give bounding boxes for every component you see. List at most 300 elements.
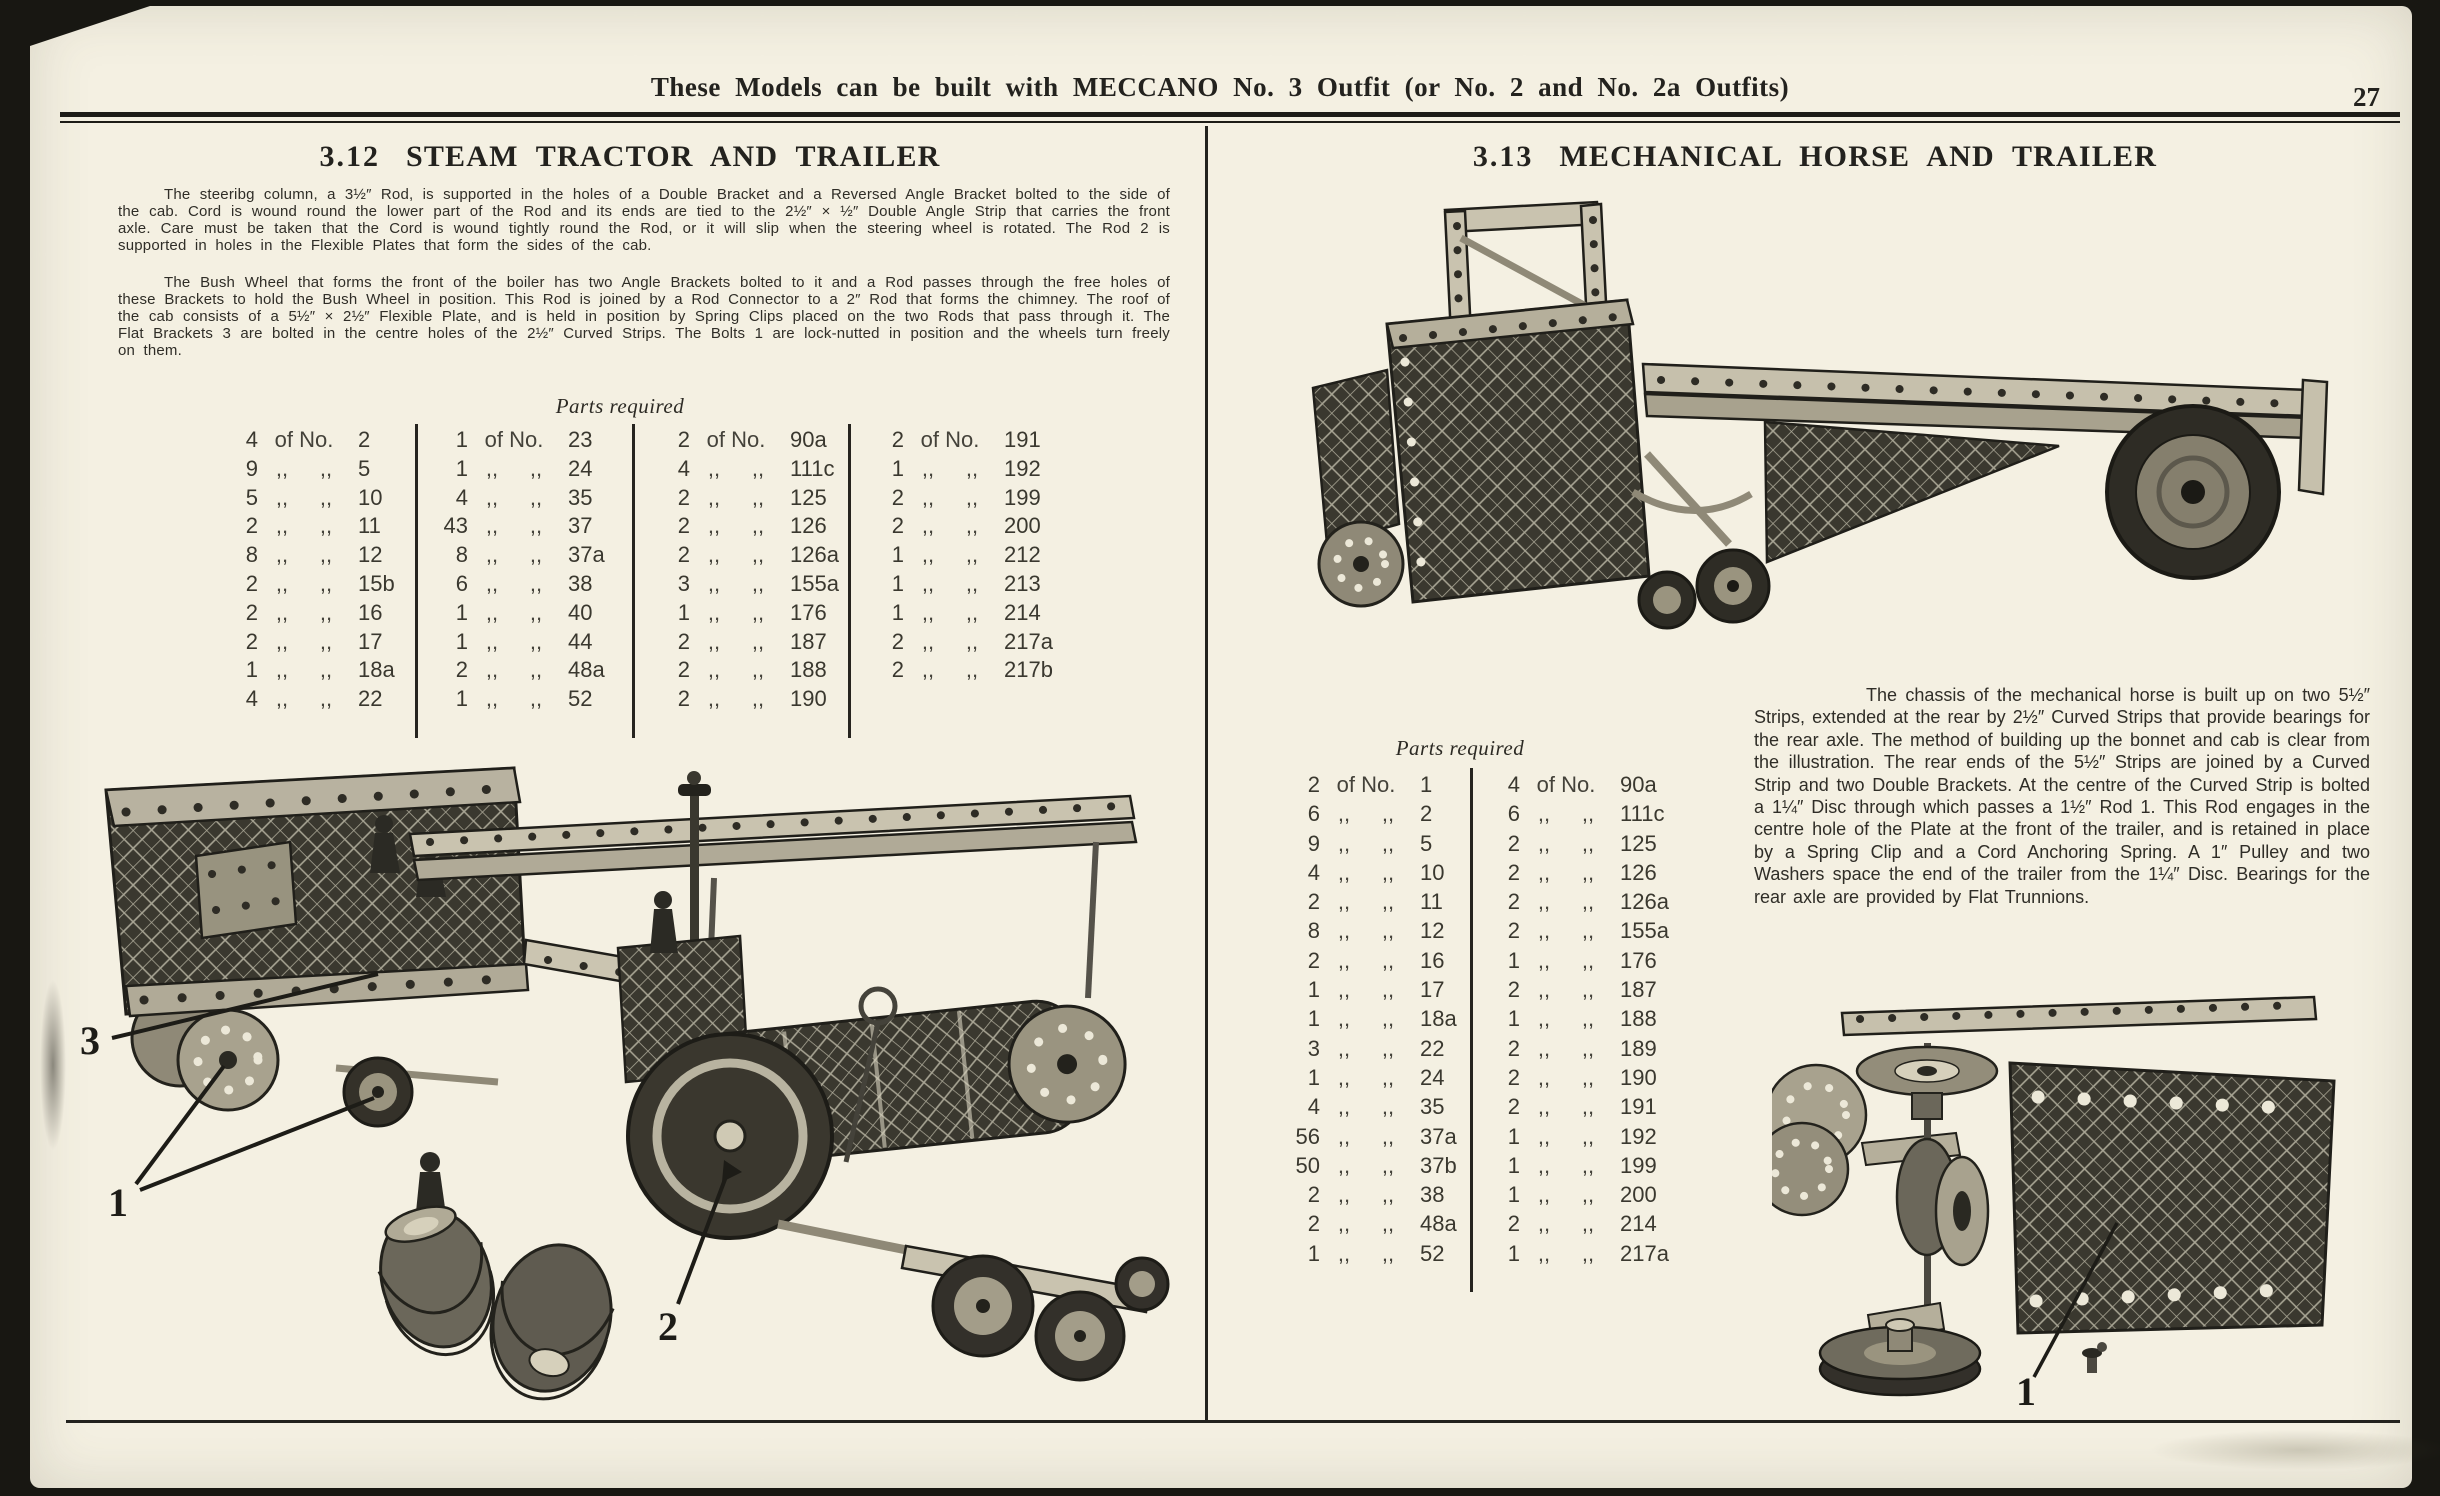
parts-required-heading: Parts required [555, 394, 685, 418]
ditto-mark: ,, [1537, 859, 1551, 885]
parts-row [1480, 1151, 1696, 1180]
ditto-mark: ,, [275, 628, 289, 654]
parts-row [864, 570, 1080, 599]
part-quantity: 1 [245, 657, 258, 683]
part-quantity: 2 [1507, 1211, 1520, 1237]
part-quantity: 6 [455, 570, 468, 596]
part-number: 44 [568, 628, 593, 654]
bolt-illustration [2082, 1342, 2107, 1373]
ditto-mark: ,, [275, 455, 289, 481]
parts-row [1480, 1063, 1696, 1092]
part-number: 213 [1004, 570, 1041, 596]
ditto-mark: ,, [751, 455, 765, 481]
part-number: 187 [1620, 977, 1657, 1003]
of-no-label: of No. [1336, 772, 1396, 797]
ditto-mark: ,, [1381, 1152, 1395, 1178]
ditto-mark: ,, [1581, 1035, 1595, 1061]
ditto-mark: ,, [1581, 889, 1595, 915]
part-quantity: 2 [891, 628, 904, 654]
part-number: 2 [358, 427, 371, 452]
parts-row [1280, 799, 1496, 828]
ditto-mark: ,, [751, 513, 765, 539]
part-quantity: 2 [1507, 859, 1520, 885]
part-number: 37b [1420, 1152, 1457, 1178]
barrels-illustration [365, 1195, 627, 1412]
ditto-mark: ,, [1337, 1094, 1351, 1120]
part-quantity: 1 [455, 427, 468, 452]
parts-row [1280, 1209, 1496, 1238]
part-quantity: 2 [891, 427, 904, 452]
parts-row [218, 656, 434, 685]
part-number: 189 [1620, 1035, 1657, 1061]
of-no-label: of No. [1536, 772, 1596, 797]
figure-label: 1 [108, 1180, 128, 1225]
ditto-mark: ,, [275, 513, 289, 539]
part-number: 191 [1004, 427, 1041, 452]
ditto-mark: ,, [1381, 977, 1395, 1003]
parts-row [650, 628, 866, 657]
paragraph: The steeribg column, a 3½″ Rod, is supported in the holes of a Double Bracket and a Reversed Angle Bracket bolted to the side of the cab. Cord is wound round the lower part of the Rod and its ends are tied to the 2½″ × ½″ Double Angle Strip that carries the front axle. Care must be taken that the Cord is wound tightly round the Rod, or it will slip when the steering wheel is rotated. The Rod 2 is supported in holes in the Flexible Plates that form the sides of the cab. [118, 186, 1170, 254]
part-number: 199 [1620, 1152, 1657, 1178]
ditto-mark: ,, [275, 484, 289, 510]
parts-row [650, 512, 866, 541]
section-name: STEAM TRACTOR AND TRAILER [405, 140, 941, 173]
parts-row [218, 484, 434, 513]
part-quantity: 1 [891, 455, 904, 481]
ditto-mark: ,, [1537, 1094, 1551, 1120]
ditto-mark: ,, [1337, 830, 1351, 856]
part-quantity: 2 [891, 513, 904, 539]
ditto-mark: ,, [529, 513, 543, 539]
of-no-label: of No. [274, 427, 334, 452]
ditto-mark: ,, [275, 542, 289, 568]
of-no-label: of No. [706, 427, 766, 452]
paragraph: The Bush Wheel that forms the front of the boiler has two Angle Brackets bolted to it and a Rod passes through the free holes of these Brackets to hold the Bush Wheel in position. This Rod is joined by a Rod Connector to a 2″ Rod that forms the chimney. The roof of the cab consists of a 5½″ × 2½″ Flexible Plate, and is held in position by Spring Clips placed on the two Rods that pass through it. The Flat Brackets 3 are bolted in the centre holes of the 2½″ Curved Strips. The Bolts 1 are lock-nutted in position and the wheels turn freely on them. [118, 274, 1170, 359]
part-number: 199 [1004, 484, 1041, 510]
parts-row [1480, 1092, 1696, 1121]
ditto-mark: ,, [1581, 1123, 1595, 1149]
column-divider [1205, 126, 1208, 1422]
ditto-mark: ,, [1537, 1211, 1551, 1237]
ditto-mark: ,, [707, 455, 721, 481]
part-number: 176 [790, 599, 827, 625]
parts-row [650, 484, 866, 513]
part-quantity: 2 [677, 427, 690, 452]
part-quantity: 1 [1307, 1064, 1320, 1090]
parts-required-heading: Parts required [1395, 736, 1525, 760]
ditto-mark: ,, [965, 455, 979, 481]
ditto-mark: ,, [707, 542, 721, 568]
part-quantity: 8 [245, 542, 258, 568]
part-number: 126a [1620, 889, 1669, 915]
part-number: 15b [358, 570, 395, 596]
parts-row [218, 628, 434, 657]
ditto-mark: ,, [1537, 1006, 1551, 1032]
ditto-mark: ,, [751, 570, 765, 596]
part-quantity: 2 [455, 657, 468, 683]
parts-column [428, 426, 644, 714]
ditto-mark: ,, [529, 599, 543, 625]
part-quantity: 9 [245, 455, 258, 481]
ditto-mark: ,, [1537, 1035, 1551, 1061]
part-number: 38 [1420, 1182, 1445, 1208]
ditto-mark: ,, [485, 570, 499, 596]
part-number: 12 [358, 542, 383, 568]
part-number: 23 [568, 427, 593, 452]
ditto-mark: ,, [1337, 1006, 1351, 1032]
ditto-mark: ,, [1581, 1152, 1595, 1178]
parts-row [1280, 916, 1496, 945]
part-quantity: 2 [1507, 1094, 1520, 1120]
part-number: 1 [1420, 772, 1433, 797]
flatbed-illustration [1633, 364, 2327, 628]
part-number: 188 [1620, 1006, 1657, 1032]
part-quantity: 1 [1307, 1006, 1320, 1032]
parts-row [1280, 829, 1496, 858]
part-quantity: 4 [677, 455, 690, 481]
ditto-mark: ,, [921, 484, 935, 510]
ditto-mark: ,, [965, 570, 979, 596]
steam-tractor-figure [78, 738, 1193, 1423]
ditto-mark: ,, [485, 657, 499, 683]
ditto-mark: ,, [1337, 977, 1351, 1003]
ditto-mark: ,, [965, 542, 979, 568]
parts-row [1480, 1004, 1696, 1033]
ditto-mark: ,, [1581, 1094, 1595, 1120]
parts-row [1480, 829, 1696, 858]
ditto-mark: ,, [707, 513, 721, 539]
parts-row [864, 599, 1080, 628]
ditto-mark: ,, [485, 542, 499, 568]
ditto-mark: ,, [319, 542, 333, 568]
parts-row [428, 455, 644, 484]
ditto-mark: ,, [1581, 1182, 1595, 1208]
ditto-mark: ,, [1537, 918, 1551, 944]
ditto-mark: ,, [707, 628, 721, 654]
part-quantity: 2 [677, 628, 690, 654]
parts-row [1280, 975, 1496, 1004]
ditto-mark: ,, [1337, 1123, 1351, 1149]
ditto-mark: ,, [275, 686, 289, 712]
ditto-mark: ,, [1537, 1182, 1551, 1208]
part-quantity: 2 [677, 686, 690, 712]
part-quantity: 2 [1507, 977, 1520, 1003]
parts-row [1480, 1180, 1696, 1209]
part-quantity: 1 [1507, 1182, 1520, 1208]
part-quantity: 3 [1307, 1035, 1320, 1061]
parts-row [650, 455, 866, 484]
parts-row [1280, 1180, 1496, 1209]
part-number: 125 [1620, 830, 1657, 856]
of-no-label: of No. [484, 427, 544, 452]
part-number: 217a [1620, 1240, 1669, 1266]
part-number: 12 [1420, 918, 1445, 944]
part-quantity: 2 [1507, 889, 1520, 915]
parts-row [1280, 1239, 1496, 1268]
parts-row [428, 512, 644, 541]
ditto-mark: ,, [1581, 830, 1595, 856]
part-number: 22 [358, 686, 383, 712]
ditto-mark: ,, [921, 570, 935, 596]
ditto-mark: ,, [529, 484, 543, 510]
part-number: 192 [1004, 455, 1041, 481]
table-separator [415, 424, 418, 738]
ditto-mark: ,, [965, 599, 979, 625]
part-quantity: 3 [677, 570, 690, 596]
part-quantity: 1 [455, 686, 468, 712]
parts-row [218, 599, 434, 628]
ditto-mark: ,, [707, 484, 721, 510]
part-quantity: 1 [1507, 947, 1520, 973]
cab-illustration [1313, 202, 1649, 606]
figure-label: 2 [658, 1304, 678, 1349]
part-quantity: 56 [1295, 1123, 1320, 1149]
ditto-mark: ,, [707, 599, 721, 625]
parts-row [218, 426, 434, 455]
ditto-mark: ,, [965, 657, 979, 683]
part-quantity: 8 [1307, 918, 1320, 944]
parts-row [650, 570, 866, 599]
ditto-mark: ,, [751, 657, 765, 683]
part-number: 48a [1420, 1211, 1457, 1237]
parts-row [218, 685, 434, 714]
section-number: 3.13 [1472, 140, 1534, 173]
part-number: 18a [358, 657, 395, 683]
table-separator [632, 424, 635, 738]
part-quantity: 1 [455, 628, 468, 654]
ditto-mark: ,, [529, 455, 543, 481]
ditto-mark: ,, [319, 628, 333, 654]
part-quantity: 4 [1307, 1094, 1320, 1120]
parts-row [1480, 1209, 1696, 1238]
part-quantity: 4 [1507, 772, 1520, 797]
ditto-mark: ,, [1581, 918, 1595, 944]
parts-row [1280, 1004, 1496, 1033]
part-number: 5 [358, 455, 371, 481]
parts-row [428, 484, 644, 513]
part-number: 212 [1004, 542, 1041, 568]
ditto-mark: ,, [1381, 801, 1395, 827]
parts-row [1280, 887, 1496, 916]
part-number: 155a [1620, 918, 1669, 944]
parts-row [1480, 946, 1696, 975]
part-number: 18a [1420, 1006, 1457, 1032]
parts-row [1280, 1122, 1496, 1151]
page-header: These Models can be built with MECCANO No. 3 Outfit (or No. 2 and No. 2a Outfits) [650, 72, 1790, 102]
ditto-mark: ,, [529, 686, 543, 712]
section-title-3-12 [70, 140, 1190, 174]
ditto-mark: ,, [1581, 1211, 1595, 1237]
header-rule-thick [60, 112, 2400, 117]
part-number: 16 [358, 599, 383, 625]
part-quantity: 9 [1307, 830, 1320, 856]
ditto-mark: ,, [529, 570, 543, 596]
parts-row [428, 599, 644, 628]
ditto-mark: ,, [1381, 1182, 1395, 1208]
parts-row [1480, 1239, 1696, 1268]
paragraph: The chassis of the mechanical horse is built up on two 5½″ Strips, extended at the rear by 2½″ Curved Strips that provide bearings for the rear axle. The method of building up the bonnet and cab is clear from the illustration. The rear ends of the 5½″ Strips are joined by a Curved Strip and two Double Brackets. At the centre of the Curved Strip is bolted a 1¼″ Disc through which passes a 1½″ Rod 1. This Rod engages in the centre hole of the Plate at the front of the trailer, and is retained in place by a Spring Clip and a Cord Anchoring Spring. A 1″ Pulley and two Washers space the end of the trailer from the 1¼″ Disc. Bearings for the rear axle are provided by Flat Trunnions. [1754, 685, 2370, 907]
ditto-mark: ,, [1381, 1240, 1395, 1266]
part-quantity: 6 [1307, 801, 1320, 827]
ditto-mark: ,, [921, 455, 935, 481]
ditto-mark: ,, [1381, 1211, 1395, 1237]
ditto-mark: ,, [275, 657, 289, 683]
ditto-mark: ,, [275, 570, 289, 596]
parts-column [650, 426, 866, 714]
part-number: 200 [1004, 513, 1041, 539]
section-name: MECHANICAL HORSE AND TRAILER [1559, 140, 2158, 173]
ditto-mark: ,, [707, 570, 721, 596]
parts-row [650, 426, 866, 455]
ditto-mark: ,, [1337, 1240, 1351, 1266]
ditto-mark: ,, [1581, 1064, 1595, 1090]
part-number: 35 [1420, 1094, 1445, 1120]
part-number: 11 [1420, 889, 1443, 915]
parts-row [864, 541, 1080, 570]
ditto-mark: ,, [1381, 1006, 1395, 1032]
ditto-mark: ,, [1381, 889, 1395, 915]
parts-row [864, 484, 1080, 513]
parts-row [1280, 770, 1496, 799]
ditto-mark: ,, [1581, 947, 1595, 973]
part-quantity: 1 [891, 570, 904, 596]
part-quantity: 2 [1507, 1064, 1520, 1090]
ditto-mark: ,, [485, 628, 499, 654]
ditto-mark: ,, [1337, 801, 1351, 827]
parts-row [1280, 1151, 1496, 1180]
ditto-mark: ,, [965, 628, 979, 654]
ditto-mark: ,, [1337, 1152, 1351, 1178]
part-quantity: 2 [1507, 830, 1520, 856]
part-number: 214 [1004, 599, 1041, 625]
part-quantity: 43 [443, 513, 468, 539]
ditto-mark: ,, [485, 599, 499, 625]
parts-row [650, 541, 866, 570]
ditto-mark: ,, [921, 513, 935, 539]
section-title-3-13 [1230, 140, 2400, 174]
ditto-mark: ,, [751, 542, 765, 568]
parts-row [428, 541, 644, 570]
ditto-mark: ,, [1337, 859, 1351, 885]
parts-row [1480, 916, 1696, 945]
ditto-mark: ,, [1381, 1035, 1395, 1061]
parts-row [1280, 1063, 1496, 1092]
part-quantity: 4 [245, 427, 258, 452]
parts-row [1280, 946, 1496, 975]
part-number: 191 [1620, 1094, 1657, 1120]
ditto-mark: ,, [1581, 977, 1595, 1003]
part-quantity: 4 [455, 484, 468, 510]
part-number: 52 [1420, 1240, 1445, 1266]
ditto-mark: ,, [275, 599, 289, 625]
parts-row [1480, 1122, 1696, 1151]
part-number: 90a [1620, 772, 1657, 797]
part-number: 217b [1004, 657, 1053, 683]
part-quantity: 2 [1307, 1182, 1320, 1208]
ditto-mark: ,, [1337, 918, 1351, 944]
parts-row [1480, 887, 1696, 916]
parts-column [1280, 770, 1496, 1268]
parts-row [1280, 858, 1496, 887]
ditto-mark: ,, [1337, 1211, 1351, 1237]
parts-row [1480, 1034, 1696, 1063]
ditto-mark: ,, [529, 657, 543, 683]
parts-row [650, 599, 866, 628]
part-number: 10 [1420, 859, 1445, 885]
parts-row [428, 426, 644, 455]
parts-column [864, 426, 1080, 685]
part-quantity: 2 [891, 657, 904, 683]
ditto-mark: ,, [1337, 1064, 1351, 1090]
ditto-mark: ,, [1381, 918, 1395, 944]
parts-row [218, 541, 434, 570]
parts-column [218, 426, 434, 714]
ditto-mark: ,, [921, 628, 935, 654]
part-quantity: 2 [245, 628, 258, 654]
parts-row [218, 512, 434, 541]
part-number: 90a [790, 427, 827, 452]
part-number: 190 [790, 686, 827, 712]
page-number: 27 [2353, 82, 2380, 112]
part-quantity: 8 [455, 542, 468, 568]
ditto-mark: ,, [1381, 830, 1395, 856]
ditto-mark: ,, [1381, 947, 1395, 973]
section-number: 3.12 [319, 140, 380, 173]
ditto-mark: ,, [1581, 859, 1595, 885]
part-quantity: 2 [1307, 1211, 1320, 1237]
part-number: 37 [568, 513, 593, 539]
ditto-mark: ,, [485, 455, 499, 481]
part-quantity: 1 [1307, 977, 1320, 1003]
ditto-mark: ,, [1537, 1152, 1551, 1178]
ditto-mark: ,, [1581, 1240, 1595, 1266]
ditto-mark: ,, [1537, 1123, 1551, 1149]
part-quantity: 2 [1307, 889, 1320, 915]
ditto-mark: ,, [1337, 947, 1351, 973]
ditto-mark: ,, [529, 628, 543, 654]
part-quantity: 6 [1507, 801, 1520, 827]
ditto-mark: ,, [707, 686, 721, 712]
parts-row [218, 570, 434, 599]
part-number: 17 [358, 628, 383, 654]
part-quantity: 2 [677, 542, 690, 568]
ditto-mark: ,, [1537, 801, 1551, 827]
part-number: 111c [790, 455, 835, 481]
parts-row [1280, 1092, 1496, 1121]
part-quantity: 2 [245, 513, 258, 539]
part-number: 188 [790, 657, 827, 683]
parts-row [864, 656, 1080, 685]
ditto-mark: ,, [1381, 1064, 1395, 1090]
part-number: 192 [1620, 1123, 1657, 1149]
part-number: 40 [568, 599, 593, 625]
part-number: 24 [1420, 1064, 1445, 1090]
ditto-mark: ,, [319, 686, 333, 712]
figure-label: 1 [2016, 1369, 2036, 1410]
part-number: 11 [358, 513, 381, 539]
part-quantity: 1 [891, 542, 904, 568]
part-quantity: 1 [1507, 1152, 1520, 1178]
part-quantity: 2 [891, 484, 904, 510]
of-no-label: of No. [920, 427, 980, 452]
parts-row [650, 685, 866, 714]
ditto-mark: ,, [751, 484, 765, 510]
part-number: 38 [568, 570, 593, 596]
parts-column [1480, 770, 1696, 1268]
part-number: 176 [1620, 947, 1657, 973]
part-quantity: 2 [1307, 947, 1320, 973]
ditto-mark: ,, [1381, 1094, 1395, 1120]
